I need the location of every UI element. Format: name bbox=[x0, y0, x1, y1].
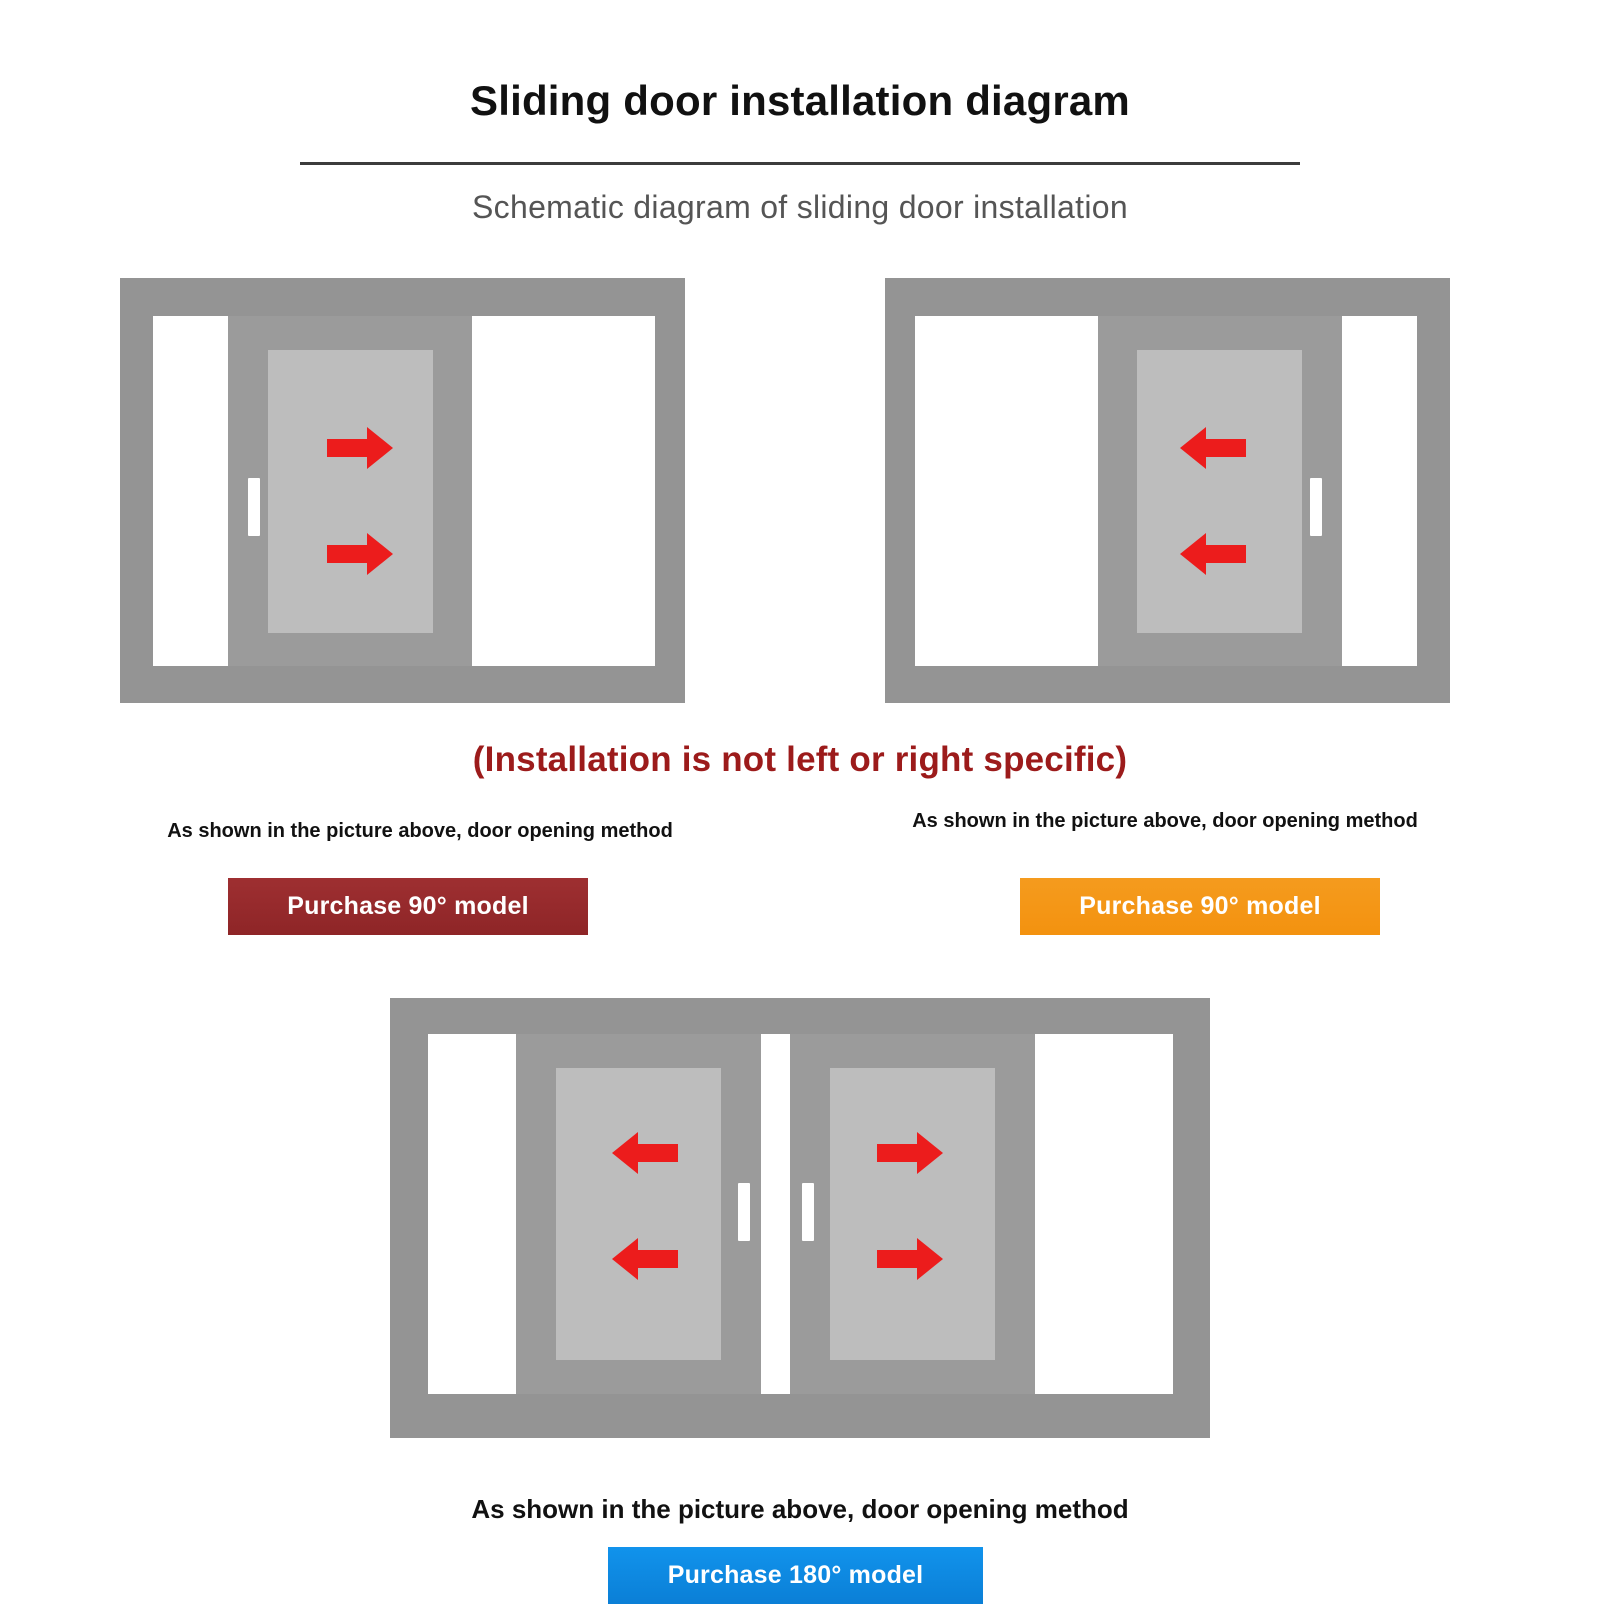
purchase-90-right-button[interactable]: Purchase 90° model bbox=[1020, 878, 1380, 935]
top-diagram-row bbox=[0, 278, 1600, 708]
diagram-double-door bbox=[390, 998, 1210, 1438]
arrow-right-icon bbox=[877, 1236, 943, 1282]
page-title: Sliding door installation diagram bbox=[470, 77, 1130, 124]
door-handle bbox=[248, 478, 260, 536]
installation-notice: (Installation is not left or right specific) bbox=[472, 740, 1128, 780]
purchase-180-button[interactable]: Purchase 180° model bbox=[608, 1547, 983, 1604]
arrow-left-icon bbox=[612, 1236, 678, 1282]
arrow-left-icon bbox=[612, 1130, 678, 1176]
door-glass-right bbox=[830, 1068, 995, 1360]
caption-right-panel: As shown in the picture above, door opening method bbox=[912, 810, 1418, 833]
door-glass bbox=[268, 350, 433, 633]
title-divider bbox=[300, 162, 1300, 165]
caption-double-door: As shown in the picture above, door opening method bbox=[471, 1494, 1129, 1525]
bottom-button-wrap bbox=[0, 1547, 1600, 1617]
caption-left-panel: As shown in the picture above, door opening method bbox=[167, 820, 673, 843]
door-glass bbox=[1137, 350, 1302, 633]
page-subtitle: Schematic diagram of sliding door installation bbox=[472, 189, 1128, 226]
arrow-left-icon bbox=[1180, 425, 1246, 471]
diagram-left-single-door bbox=[120, 278, 685, 703]
door-handle-left bbox=[738, 1183, 750, 1241]
door-handle-right bbox=[802, 1183, 814, 1241]
arrow-right-icon bbox=[327, 531, 393, 577]
arrow-right-icon bbox=[327, 425, 393, 471]
diagram-right-single-door bbox=[885, 278, 1450, 703]
arrow-right-icon bbox=[877, 1130, 943, 1176]
arrow-left-icon bbox=[1180, 531, 1246, 577]
door-handle bbox=[1310, 478, 1322, 536]
door-glass-left bbox=[556, 1068, 721, 1360]
bottom-diagram-wrap bbox=[0, 998, 1600, 1468]
purchase-90-left-button[interactable]: Purchase 90° model bbox=[228, 878, 588, 935]
caption-button-row bbox=[0, 804, 1600, 984]
